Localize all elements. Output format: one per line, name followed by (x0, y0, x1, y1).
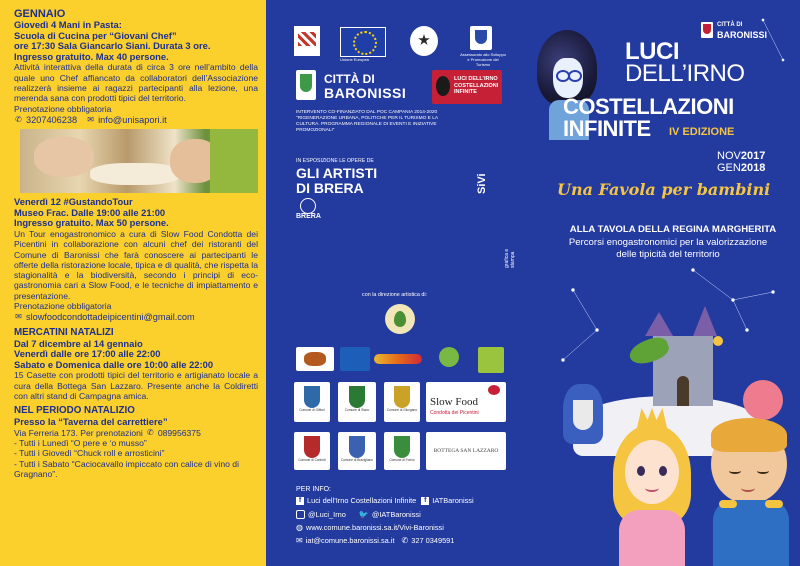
comune-label: Comune di Conforti (298, 458, 326, 462)
address: Via Ferreria 173. Per prenotazioni (14, 427, 143, 438)
tower-roof (693, 306, 717, 336)
contact-row (14, 428, 258, 438)
email-link[interactable]: slowfoodcondottadeipicentini@gmail.com (26, 312, 195, 323)
booking-note: Prenotazione obbligatoria (14, 301, 112, 312)
edition-label: IV EDIZIONE (669, 126, 735, 138)
star-icon (418, 34, 430, 46)
title-costellazioni: COSTELLAZIONI (563, 94, 734, 119)
crest-icon (349, 436, 365, 458)
photo-apron (210, 129, 258, 193)
event-place-time: Museo Frac. Dalle 19:00 alle 21:00 (14, 206, 166, 218)
prince-hair (711, 418, 787, 452)
mail-row (296, 536, 526, 545)
condotta-label: Condotta dei Picentini (430, 410, 479, 416)
prince-face (711, 424, 787, 504)
luci-irno-badge (432, 70, 502, 104)
smile (645, 484, 659, 492)
comune-crest (384, 432, 420, 470)
event-entry: Ingresso gratuito. Max 40 persone. (14, 50, 169, 62)
phone-number[interactable]: 089956375 (157, 427, 201, 438)
wizard-illustration (563, 384, 603, 444)
list-item: - Tutti i Lunedì “O pere e ‘o musso” (14, 438, 147, 449)
event-time: ore 17:30 Sala Giancarlo Siani. Durata 3 ore. (14, 40, 211, 52)
sponsor-logo (430, 347, 468, 371)
baronissi-crest (296, 70, 316, 100)
sponsor-mark (304, 352, 326, 366)
percorsi-line2: delle tipicità del territorio (616, 249, 720, 260)
title-luci: LUCI (625, 38, 679, 65)
badge-label: LUCI DELL’IRNO COSTELLAZIONI INFINITE (454, 76, 499, 95)
tavola-heading: ALLA TAVOLA DELLA REGINA MARGHERITA (569, 224, 777, 235)
crest-icon (394, 436, 410, 458)
epaulette (719, 500, 737, 508)
funding-note: INTERVENTO CO-FINANZIATO DAL POC CAMPANIA 2014-2020 “RIGENERAZIONE URBANA, POLITICHE PER IL TURISMO E LA CULTURA. PROGRAMMA REGIONALE DI EVENTI E INIZIATIVE PROMOZIONALI” (296, 110, 438, 133)
smile (741, 484, 755, 492)
mercatini-heading: MERCATINI NATALIZI (14, 326, 114, 338)
email-link[interactable]: iat@comune.baronissi.sa.it (305, 536, 395, 545)
phone-number[interactable]: 3207406238 (26, 114, 78, 125)
gennaio-heading: GENNAIO (14, 8, 66, 20)
citta-di-label: CITTÀ DI (717, 22, 743, 28)
comune-crest (338, 432, 376, 470)
crest-icon (349, 386, 365, 408)
direction-label: con la direzione artistica di: (362, 292, 428, 298)
crown-icon (637, 408, 667, 428)
comune-label: Comune di Siano (344, 408, 370, 412)
comune-label: Comune di Giffoni (299, 408, 325, 412)
phone-number[interactable]: 327 0349591 (411, 536, 455, 545)
taverna-title: Presso la “Taverna del carrettiere” (14, 416, 168, 428)
photo-dough (90, 163, 180, 185)
contact-row (14, 115, 258, 125)
italy-emblem-icon (410, 26, 438, 56)
date-end (717, 162, 765, 174)
comune-label: Comune di Forino (389, 458, 415, 462)
year-label: 2017 (740, 150, 766, 162)
crest-icon (304, 436, 320, 458)
brera-logo-text: BRERA (296, 213, 321, 220)
booking-note: Prenotazione obbligatoria (14, 103, 112, 114)
facebook-link[interactable]: IATBaronissi (432, 496, 474, 505)
princess-face (625, 440, 679, 504)
eye (637, 466, 645, 476)
month-label: NOV (717, 150, 741, 162)
brera-heading: DI BRERA (296, 180, 364, 196)
campania-region-logo (470, 26, 492, 50)
phone-icon: ✆ (146, 428, 154, 438)
crest-icon (703, 24, 711, 34)
comune-label: Comune di Giungano (386, 408, 418, 412)
sivi-logo: SiVi (476, 173, 488, 194)
social-row (296, 510, 526, 519)
event-description: Un Tour enogastronomico a cura di Slow Food Condotta dei Picentini in collaborazione con alcuni chef dei ristoranti del Comune di Baronissi che farà conoscere ai partecipanti le offerte della ristorazione locale, tipica e di qualità, che rispetta la stagionalità e la biodiversità, secondo i principi di eco-gastronomia cari a Slow Food, e le tecniche di impiattamento e presentazione. (14, 228, 258, 301)
market-hours: Venerdì dalle ore 17:00 alle 22:00 (14, 348, 161, 360)
region-label: Assessorato allo Sviluppo e Promozione del Turismo (460, 52, 506, 67)
apple-illustration (743, 380, 783, 420)
brera-seal-icon (300, 198, 316, 214)
facebook-icon: f (421, 497, 429, 505)
bottega-label: BOTTEGA SAN LAZZARO (433, 448, 499, 454)
girl-face (553, 58, 583, 98)
web-row (296, 523, 526, 532)
right-panel (533, 0, 800, 566)
castle-door (677, 376, 689, 406)
facebook-icon: f (296, 497, 304, 505)
figure-icon (436, 76, 450, 96)
sponsor-logo (340, 347, 370, 371)
print-credit: grafica e stampa (504, 248, 516, 268)
email-link[interactable]: info@unisapori.it (98, 114, 167, 125)
event-entry: Ingresso gratuito. Max 50 persone. (14, 217, 169, 229)
phone-icon: ✆ (401, 536, 409, 545)
mail-icon: ✉ (15, 312, 22, 322)
title-dellirno: DELL’IRNO (625, 60, 745, 87)
date-start (717, 150, 765, 162)
citta-di-label: CITTÀ DI (324, 72, 375, 86)
website-link[interactable]: www.comune.baronissi.sa.it/Vivi-Baronissi (305, 523, 444, 532)
wizard-beard (573, 400, 593, 430)
comune-crest (294, 432, 330, 470)
crest-icon (304, 386, 320, 408)
market-dates: Dal 7 dicembre al 14 gennaio (14, 337, 143, 349)
percorsi-line1: Percorsi enogastronomici per la valorizzazione (568, 237, 768, 248)
phone-icon: ✆ (15, 115, 22, 124)
left-panel (0, 0, 266, 566)
star-ornament (713, 336, 723, 346)
natalizio-heading: NEL PERIODO NATALIZIO (14, 405, 135, 417)
list-item: - Tutti i Giovedì “Chuck roll e arrosticini” (14, 448, 165, 459)
eye (729, 468, 741, 474)
sponsor-logo (374, 350, 422, 368)
event-description: Attività interattiva della durata di circa 3 ore nell’ambito della quale uno Chef affiancato da collaboratori dell’Associazione realizzerà insieme ai ragazzi partecipanti alla lezione, una merenda sana con prodotti tipici del territorio. (14, 62, 258, 104)
baronissi-label: BARONISSI (717, 30, 768, 40)
tower-roof (645, 312, 673, 336)
twitter-link[interactable]: @IATBaronissi (371, 510, 421, 519)
list-item: - Tutti i Sabato “Caciocavallo impiccato con calice di vino di Gragnano”. (14, 458, 239, 480)
shield-icon (475, 30, 487, 44)
event-title: Giovedì 4 Mani in Pasta: (14, 19, 122, 30)
artisti-heading: GLI ARTISTI (296, 165, 378, 181)
event-subtitle: Scuola di Cucina per “Giovani Chef” (14, 29, 177, 41)
crest-icon (394, 386, 410, 408)
leaf-icon (394, 311, 406, 327)
comune-crest (294, 382, 330, 422)
favola-title: Una Favola per bambini (557, 180, 771, 199)
sponsor-mark (374, 354, 422, 364)
facebook-row (296, 496, 526, 505)
bottega-logo (426, 432, 506, 470)
prince-coat (713, 500, 789, 566)
comune-crest (338, 382, 376, 422)
cooking-class-photo (20, 129, 258, 193)
sponsor-mark (439, 347, 459, 367)
sponsor-logo (296, 347, 334, 371)
contact-row (14, 312, 258, 322)
event-title: Venerdì 12 #GustandoTour (14, 196, 133, 208)
comune-crest (384, 382, 420, 422)
crest-icon (300, 74, 312, 92)
baronissi-label: BARONISSI (324, 85, 407, 101)
eye (757, 468, 769, 474)
slow-food-label: Slow Food (430, 396, 478, 408)
month-label: GEN (717, 162, 741, 174)
eye (659, 466, 667, 476)
poc-logo (294, 26, 320, 56)
comune-label: Comune di Bracigliano (340, 458, 374, 462)
mail-icon: ✉ (296, 536, 303, 545)
sponsor-logo (478, 347, 504, 373)
instagram-link[interactable]: @Luci_Irno (308, 510, 346, 519)
middle-panel (266, 0, 533, 566)
mail-icon: ✉ (87, 115, 94, 124)
eu-flag-icon (340, 27, 386, 57)
info-heading: PER INFO: (296, 486, 332, 493)
market-hours-weekend: Sabato e Domenica dalle ore 10:00 alle 22:00 (14, 358, 214, 370)
title-infinite: INFINITE (563, 116, 651, 141)
exhibition-label: IN ESPOSIZIONE LE OPERE DE (296, 158, 374, 164)
facebook-link[interactable]: Luci dell’Irno Costellazioni Infinite (307, 496, 417, 505)
year-label: 2018 (740, 162, 766, 174)
snail-icon (488, 385, 500, 395)
epaulette (765, 500, 783, 508)
glasses-icon (568, 70, 582, 82)
eu-stars-icon (353, 31, 377, 55)
baronissi-crest (701, 22, 713, 38)
poc-logo-mark (298, 32, 316, 46)
eu-label: Unione Europea (340, 57, 369, 62)
photo-hand (34, 137, 94, 177)
market-description: 15 Casette con prodotti tipici del territorio e artigianato locale a cura della Bottega San Lazzaro. Presente anche la Coldiretti con altri stand di Campagna amica. (14, 370, 258, 401)
slow-food-logo (426, 382, 506, 422)
instagram-icon (296, 510, 305, 519)
globe-icon: ◍ (296, 523, 303, 532)
sapori-logo (385, 304, 415, 334)
princess-dress (619, 510, 685, 566)
twitter-icon: 🐦 (358, 510, 369, 519)
